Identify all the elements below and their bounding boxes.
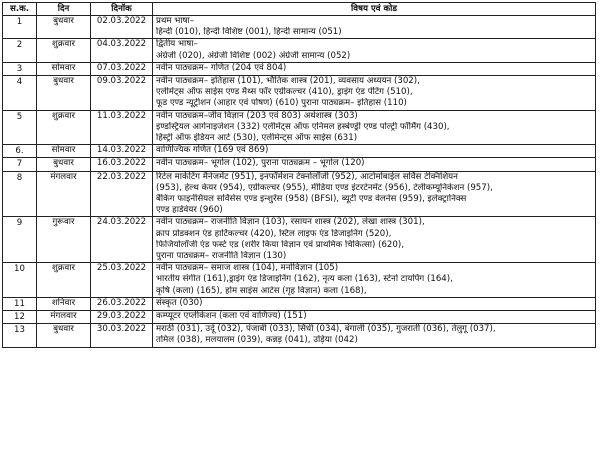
header-serial: स.क. (3, 3, 37, 16)
row-serial: 9 (3, 217, 37, 263)
exam-timetable (2, 2, 596, 348)
subject-line: इण्डस्ट्रियल आर्गनाइजेशन (332) एलीमेंट्स ऑफ एनिमल हस्बेण्ड्री एण्ड पोल्ट्री फॉर्मिंग (430), (156, 121, 450, 132)
row-serial: 10 (3, 263, 37, 298)
subject-line: प्रथम भाषा– (156, 16, 195, 26)
header-day: दिन (37, 3, 91, 16)
subject-line: संस्कृत (030) (156, 297, 203, 308)
row-subjects (153, 145, 596, 158)
row-date: 16.03.2022 (91, 158, 153, 171)
row-date: 25.03.2022 (91, 263, 153, 298)
subject-line: नवीन पाठ्यक्रम– राजनीति विज्ञान (103), रसायन शास्त्र (202), लेखा शास्त्र (301), (156, 217, 425, 228)
row-date: 29.03.2022 (91, 311, 153, 324)
table-row (3, 263, 596, 298)
subject-line: फूड एण्ड न्यूट्रीशन (आहार एवं पोषण) (610) पुराना पाठ्यक्रम– इतिहास (110) (156, 98, 407, 109)
subject-line: तमिल (038), मलयालम (039), कन्नड़ (041), उड़िया (042) (156, 335, 358, 346)
row-serial: 4 (3, 76, 37, 111)
row-subjects (153, 16, 596, 39)
subject-line: नवीन पाठ्यक्रम–जीव विज्ञान (203 एवं 803) अर्थशास्त्र (303) (156, 110, 358, 121)
row-day: सोमवार (37, 145, 91, 158)
timetable-table (2, 2, 596, 348)
subject-line: हिन्दी (010), हिन्दी विशिष्ट (001), हिन्दी सामान्य (051) (156, 27, 342, 38)
subject-line: नवीन पाठ्यक्रम– गणित (204 एवं 804) (156, 62, 287, 73)
row-serial: 2 (3, 39, 37, 62)
row-date: 09.03.2022 (91, 76, 153, 111)
subject-line: कम्प्यूटर एप्लीकेशन (कला एवं वाणिज्य) (151) (156, 311, 307, 322)
row-day: शुक्रवार (37, 263, 91, 298)
row-date: 14.03.2022 (91, 145, 153, 158)
table-row (3, 217, 596, 263)
subject-line: कृषि (कला) (165), होम साइंस आर्टस (गृह विज्ञान) कला (168), (156, 285, 367, 296)
row-day: शनिवार (37, 297, 91, 310)
subject-line: नवीन पाठ्यक्रम– इतिहास (101), भौतिक शास्त्र (201), व्यवसाय अध्ययन (302), (156, 76, 420, 87)
row-date: 26.03.2022 (91, 297, 153, 310)
row-day: सोमवार (37, 62, 91, 75)
row-day: शुक्रवार (37, 110, 91, 145)
row-serial: 3 (3, 62, 37, 75)
subject-line: अंग्रेजी (020), अंग्रेजी विशिष्ट (002) अंग्रेजी सामान्य (052) (156, 50, 351, 61)
row-day: शुक्रवार (37, 39, 91, 62)
row-serial: 12 (3, 311, 37, 324)
row-serial: 6. (3, 145, 37, 158)
table-row (3, 324, 596, 347)
table-row (3, 145, 596, 158)
row-subjects (153, 158, 596, 171)
table-row (3, 171, 596, 217)
subject-line: हिस्ट्री ऑफ इंडियन आर्ट (530), एलीमेन्ट्स ऑफ साईस (631) (156, 133, 358, 144)
row-day: बुधवार (37, 324, 91, 347)
subject-line: रिटेल मार्केटिंग मैनेजमेंट (951), इनफॉर्मेशन टेक्नोलॉजी (952), आटोमोबाईल सर्विस टेक्निशियन (156, 171, 458, 182)
row-serial: 13 (3, 324, 37, 347)
table-row (3, 158, 596, 171)
row-day: बुधवार (37, 76, 91, 111)
subject-line: एण्ड हार्डवेयर (960) (156, 205, 223, 216)
subject-line: एलीमेंट्स ऑफ साईस एण्ड मैथ्स फॉर एग्रीकल्चर (410), ड्राइंग एंड पेंटिंग (510), (156, 87, 413, 98)
row-subjects (153, 62, 596, 75)
header-row (3, 3, 596, 16)
table-row (3, 39, 596, 62)
row-day: मंगलवार (37, 311, 91, 324)
row-subjects (153, 297, 596, 310)
subject-line: क्राप प्रोडक्शन एंड हार्टिकल्चर (420), स्टिल लाइफ एंड डिजाइनिंग (520), (156, 228, 392, 239)
row-subjects (153, 110, 596, 145)
row-subjects (153, 171, 596, 217)
row-subjects (153, 39, 596, 62)
row-serial: 5 (3, 110, 37, 145)
row-serial: 8 (3, 171, 37, 217)
table-row (3, 62, 596, 75)
row-date: 22.03.2022 (91, 171, 153, 217)
row-subjects (153, 217, 596, 263)
table-row (3, 16, 596, 39)
row-serial: 7 (3, 158, 37, 171)
row-date: 30.03.2022 (91, 324, 153, 347)
table-row (3, 110, 596, 145)
subject-line: फिजियोलॉजी एंड फर्स्ट एड (शरीर किया विज्ञान एवं प्राथमिक चिकित्सा) (620), (156, 239, 404, 250)
subject-line: नवीन पाठ्यक्रम– समाज शास्त्र (104), मनोविज्ञान (105) (156, 263, 339, 274)
header-subject: विषय एवं कोड (153, 3, 596, 16)
subject-line: (953), हेल्थ केयर (954), एग्रीकल्चर (955), मीडिया एण्ड इंटरटेनमेंट (956), टेलीकम्यूनिकेशन (957), (156, 182, 493, 193)
row-day: गुरूवार (37, 217, 91, 263)
row-day: बुधवार (37, 16, 91, 39)
row-subjects (153, 311, 596, 324)
row-subjects (153, 76, 596, 111)
row-date: 11.03.2022 (91, 110, 153, 145)
table-row (3, 76, 596, 111)
row-subjects (153, 324, 596, 347)
subject-line: नवीन पाठ्यक्रम– भूगोल (102), पुराना पाठ्यक्रम – भूगोल (120) (156, 158, 365, 169)
table-row (3, 311, 596, 324)
row-day: मंगलवार (37, 171, 91, 217)
row-date: 04.03.2022 (91, 39, 153, 62)
subject-line: भारतीय संगीत (161),ड्राइंग एंड डिजाइनिंग (162), नृत्य कला (163), स्टेनो टायपिंग (164), (156, 274, 453, 285)
row-date: 02.03.2022 (91, 16, 153, 39)
row-date: 24.03.2022 (91, 217, 153, 263)
row-subjects (153, 263, 596, 298)
row-serial: 11 (3, 297, 37, 310)
table-row (3, 297, 596, 310)
subject-line: द्वितीय भाषा– (156, 39, 198, 50)
row-date: 07.03.2022 (91, 62, 153, 75)
row-serial: 1 (3, 16, 37, 39)
subject-line: मराठी (031), उर्दू (032), पंजाबी (033), सिंधी (034), बंगाली (035), गुजराती (036), तेलुगू (037), (156, 324, 496, 335)
subject-line: पुराना पाठ्यक्रम– राजनीति विज्ञान (130) (156, 251, 287, 262)
row-day: बुधवार (37, 158, 91, 171)
subject-line: बैंकिंग फाइनेंसियल सर्विसेस एण्ड इन्शुरेंस (958) (BFSI), ब्यूटी एण्ड वेलनेस (959), इलेक्ट्रानिक्स (156, 194, 467, 205)
timetable-body (3, 16, 596, 348)
header-date: दिनॉक (91, 3, 153, 16)
subject-line: वाणिज्यिक गणित (169 एवं 869) (156, 145, 269, 156)
